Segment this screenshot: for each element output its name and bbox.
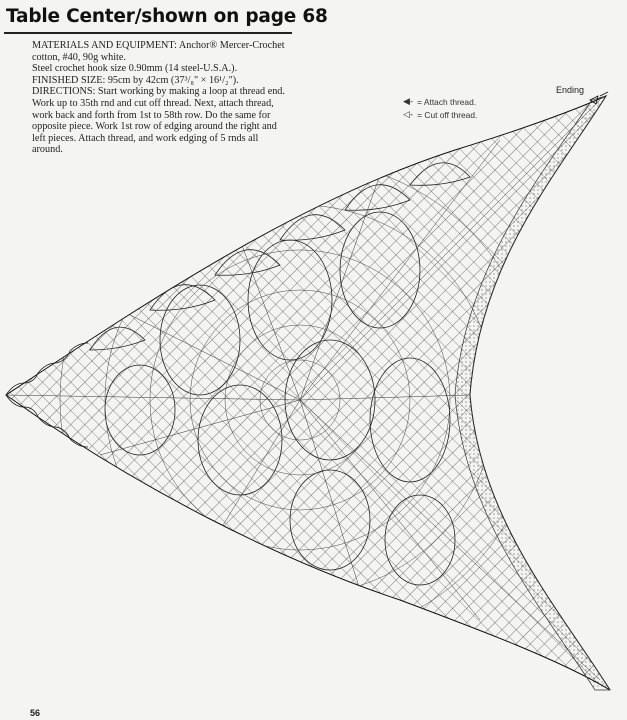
legend-cut-label: = Cut off thread. [417,110,478,120]
page-number: 56 [30,708,41,718]
mesh-background [6,96,610,690]
hook-text: Steel crochet hook size 0.90mm (14 steel-U.S.A.). [32,63,238,75]
materials-text: MATERIALS AND EQUIPMENT: Anchor® Mercer-Crochet cotton, #40, 90g white. [32,40,285,63]
attach-thread-icon: ◀- [403,97,414,107]
directions-text: DIRECTIONS: Start working by making a loop at thread end. Work up to 35th rnd and cut off thread. Next, attach thread, work back and forth from 1st to 58th row. Do the same for opposite piece. Work 1st row of edging around the right and left pieces. Attach thread, and work edging of 5 rnds all around. [32,86,285,156]
page-title: Table Center/shown on page 68 [6,6,328,27]
cut-thread-icon: ◁- [403,110,414,120]
legend-attach-label: = Attach thread. [417,97,477,107]
finished-size-text: FINISHED SIZE: 95cm by 42cm (37³/₈" × 16¹/₂"). [32,74,239,86]
ending-label: Ending [556,85,585,95]
